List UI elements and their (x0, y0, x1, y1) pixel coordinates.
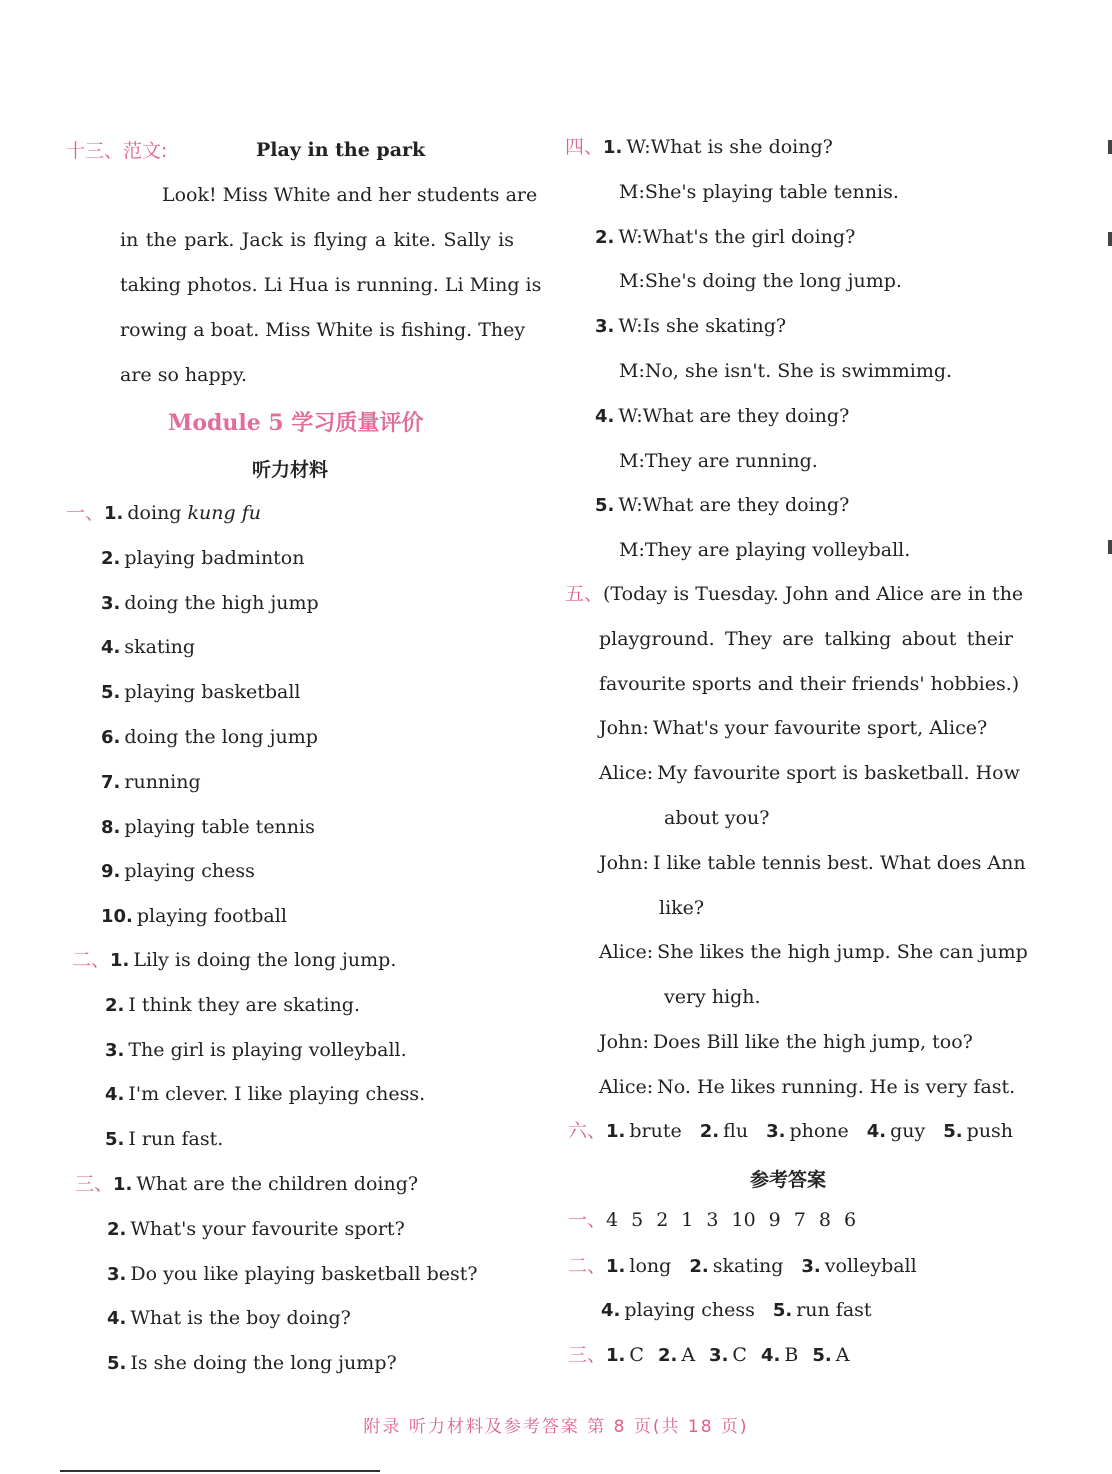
item-number: 1. (603, 137, 623, 158)
item-number: 3. (595, 316, 615, 338)
dialogue-line (599, 1029, 973, 1055)
list-item (101, 903, 287, 930)
list-item (101, 590, 319, 617)
section-label: 五、 (565, 583, 604, 605)
item-number: 3. (101, 592, 121, 614)
module-title: Module 5 学习质量评价 (168, 410, 424, 436)
intro-line (565, 581, 1023, 607)
item-number: 1. (606, 1121, 626, 1142)
dialogue-line (599, 760, 1020, 786)
answer-item (601, 1299, 755, 1321)
item-number: 3. (105, 1039, 125, 1061)
dialogue-text: What's your favourite sport, Alice? (652, 717, 988, 740)
dialogue-line (595, 492, 849, 519)
speaker-name: John: (599, 717, 649, 740)
list-item (101, 814, 315, 841)
essay-heading (66, 138, 167, 164)
item-text: B (784, 1344, 799, 1366)
dialogue-line (595, 224, 855, 251)
list-item (107, 1261, 478, 1288)
dialogue-line: M:She's doing the long jump. (619, 270, 902, 293)
dialogue-line: M:They are running. (619, 449, 818, 472)
essay-title: Play in the park (256, 139, 426, 161)
speaker-name: John: (599, 851, 649, 874)
answer-label: 一、 (568, 1209, 607, 1231)
dialogue-text: like? (659, 896, 705, 919)
item-number: 4. (866, 1121, 887, 1142)
list-item (66, 500, 261, 527)
item-text: The girl is playing volleyball. (128, 1038, 407, 1061)
item-text: What are the children doing? (136, 1173, 419, 1195)
answer-value: 8 (818, 1209, 831, 1231)
dialogue-line: M:She's playing table tennis. (619, 180, 899, 203)
item-number: 4. (601, 1300, 621, 1321)
answer-value: 9 (768, 1209, 781, 1231)
item-text: A (681, 1344, 696, 1366)
dialogue-text: Does Bill like the high jump, too? (652, 1031, 973, 1053)
item-number: 5. (812, 1345, 832, 1366)
item-text: running (124, 770, 201, 793)
answer-item (606, 1344, 644, 1366)
intro-line (599, 671, 1019, 697)
item-number: 3. (709, 1345, 729, 1366)
dialogue-w: W:What's the girl doing? (618, 225, 856, 248)
intro-text: (Today is Tuesday. John and Alice are in the (603, 583, 1024, 605)
item-number: 10. (101, 906, 133, 928)
intro-text: playground. They are talking about their (599, 627, 1013, 650)
answer-item (606, 1255, 671, 1277)
answer-item (943, 1120, 1013, 1142)
list-item (105, 992, 360, 1019)
item-number: 2. (657, 1345, 678, 1366)
dialogue-text: about you? (664, 807, 770, 829)
list-item (72, 947, 396, 974)
edge-mark (1108, 540, 1112, 554)
item-number: 4. (595, 405, 615, 427)
essay-line: Look! Miss White and her students are (162, 184, 538, 206)
item-text: push (966, 1120, 1014, 1142)
item-number: 1. (113, 1174, 133, 1195)
dialogue-line (664, 984, 761, 1010)
answer-row (568, 1207, 869, 1233)
item-number: 2. (107, 1218, 127, 1240)
item-number: 5. (107, 1353, 127, 1375)
dialogue-line (599, 1074, 1015, 1100)
item-text: phone (789, 1120, 849, 1142)
dialogue-line (664, 805, 769, 831)
item-number: 1. (606, 1256, 626, 1277)
list-item (105, 1037, 407, 1064)
dialogue-line (599, 850, 1026, 876)
answer-item (867, 1120, 926, 1142)
dialogue-line (595, 403, 849, 430)
dialogue-w: W:Is she skating? (618, 315, 787, 338)
item-text: skating (124, 636, 196, 659)
answer-item (801, 1255, 916, 1277)
item-number: 5. (105, 1129, 125, 1151)
edge-mark (1108, 232, 1112, 246)
item-text: A (835, 1344, 850, 1366)
item-text: long (629, 1255, 672, 1277)
list-item (75, 1171, 418, 1198)
answer-value: 10 (731, 1209, 756, 1231)
list-item (101, 545, 305, 572)
item-text: Is she doing the long jump? (130, 1352, 397, 1375)
answer-item (812, 1344, 849, 1366)
section-label: 六、 (568, 1120, 607, 1142)
item-text: What's your favourite sport? (130, 1217, 405, 1240)
dialogue-line (599, 715, 987, 741)
item-number: 3. (766, 1121, 786, 1142)
phonics-row (568, 1118, 1031, 1145)
item-italic: kung fu (187, 502, 261, 524)
answer-row (568, 1342, 863, 1369)
list-item (105, 1126, 223, 1153)
dialogue-w: W:What are they doing? (618, 494, 850, 517)
item-number: 2. (689, 1256, 709, 1277)
dialogue-line: M:They are playing volleyball. (619, 539, 911, 562)
speaker-name: John: (599, 1031, 649, 1053)
dialogue-line (565, 134, 833, 161)
item-text: doing the high jump (124, 591, 319, 614)
item-text: Do you like playing basketball best? (130, 1262, 478, 1285)
answer-label: 三、 (568, 1344, 607, 1366)
essay-line: in the park. Jack is flying a kite. Sally is (120, 229, 514, 251)
item-text: What is the boy doing? (130, 1307, 351, 1330)
item-number: 2. (595, 226, 615, 248)
list-item (107, 1305, 351, 1332)
item-text: playing badminton (124, 546, 305, 569)
item-text: run fast (796, 1299, 872, 1321)
item-number: 3. (801, 1256, 821, 1277)
item-number: 5. (595, 495, 615, 517)
item-text: I run fast. (128, 1128, 224, 1151)
dialogue-w: W:What are they doing? (618, 404, 850, 427)
answer-item (606, 1120, 682, 1142)
edge-mark (1108, 140, 1112, 154)
item-number: 2. (105, 994, 125, 1016)
dialogue-w: W:What is she doing? (626, 136, 833, 158)
list-item (101, 679, 300, 706)
section-label: 三、 (75, 1173, 114, 1195)
dialogue-text: My favourite sport is basketball. How (657, 762, 1020, 785)
answer-value: 1 (681, 1209, 694, 1231)
section-label: 二、 (72, 949, 111, 971)
item-text: volleyball (824, 1255, 917, 1277)
essay-label: 十三、范文: (66, 140, 168, 162)
answer-row (601, 1297, 890, 1324)
dialogue-line (595, 313, 786, 340)
section-label: 一、 (66, 502, 105, 524)
answers-title: 参考答案 (750, 1169, 827, 1191)
item-number: 4. (107, 1308, 127, 1330)
item-number: 4. (101, 637, 121, 659)
list-item (105, 1081, 425, 1108)
speaker-name: Alice: (599, 941, 654, 964)
item-text: C (629, 1344, 644, 1366)
speaker-name: Alice: (599, 1075, 654, 1098)
item-text: doing (127, 502, 188, 524)
list-item (101, 858, 255, 885)
answer-item (658, 1344, 695, 1366)
item-number: 6. (101, 727, 121, 748)
dialogue-text: No. He likes running. He is very fast. (657, 1075, 1016, 1098)
item-number: 8. (101, 816, 121, 838)
list-item (101, 769, 201, 796)
dialogue-line: M:No, she isn't. She is swimmimg. (619, 360, 953, 382)
list-item (107, 1216, 405, 1243)
item-number: 2. (101, 547, 121, 569)
item-text: I'm clever. I like playing chess. (128, 1083, 426, 1106)
item-number: 1. (110, 950, 130, 971)
answer-label: 二、 (568, 1255, 607, 1277)
listening-title: 听力材料 (252, 459, 329, 481)
item-text: brute (629, 1120, 682, 1142)
answer-value: 5 (631, 1209, 644, 1231)
answer-value: 7 (793, 1209, 806, 1231)
item-number: 1. (606, 1345, 626, 1366)
answer-row (568, 1253, 935, 1280)
item-text: playing table tennis (124, 815, 315, 838)
item-number: 3. (107, 1263, 127, 1285)
intro-line (599, 626, 1013, 652)
dialogue-text: I like table tennis best. What does Ann (652, 851, 1026, 874)
list-item (101, 634, 195, 661)
item-number: 4. (105, 1084, 125, 1106)
essay-line: rowing a boat. Miss White is fishing. They (120, 319, 526, 341)
item-number: 4. (760, 1345, 781, 1366)
item-text: playing football (136, 905, 287, 928)
section-label: 四、 (565, 136, 604, 158)
item-text: doing the long jump (124, 726, 318, 748)
answer-item (766, 1120, 849, 1142)
list-item (101, 724, 318, 751)
item-number: 2. (699, 1121, 720, 1142)
essay-line: taking photos. Li Hua is running. Li Ming is (120, 274, 542, 296)
dialogue-line (659, 895, 704, 921)
answer-item (700, 1120, 748, 1142)
answer-item (761, 1344, 798, 1366)
item-number: 9. (101, 861, 121, 883)
speaker-name: Alice: (599, 762, 654, 785)
answer-item (709, 1344, 747, 1366)
essay-line: are so happy. (120, 364, 248, 386)
list-item (107, 1350, 397, 1377)
item-text: C (732, 1344, 747, 1366)
item-number: 7. (101, 771, 121, 793)
intro-text: favourite sports and their friends' hobbies.) (599, 672, 1020, 695)
item-text: flu (723, 1120, 749, 1142)
item-text: playing basketball (124, 681, 301, 704)
item-text: playing chess (124, 860, 255, 883)
bottom-rule (60, 1470, 380, 1472)
item-text: guy (890, 1120, 926, 1142)
item-number: 5. (772, 1300, 793, 1321)
answer-item (689, 1255, 783, 1277)
item-text: playing chess (624, 1299, 755, 1321)
answer-item (773, 1299, 872, 1321)
dialogue-line (599, 939, 1028, 965)
dialogue-text: She likes the high jump. She can jump (657, 941, 1028, 964)
item-number: 1. (104, 503, 124, 524)
page-footer: 附录 听力材料及参考答案 第 8 页(共 18 页) (363, 1417, 749, 1437)
answer-value: 4 (606, 1209, 619, 1231)
dialogue-text: very high. (664, 986, 761, 1009)
answer-value: 3 (706, 1209, 719, 1231)
item-text: skating (712, 1255, 784, 1277)
answer-value: 6 (843, 1209, 857, 1231)
answer-value: 2 (656, 1209, 669, 1231)
item-number: 5. (101, 682, 121, 704)
item-number: 5. (943, 1121, 963, 1142)
item-text: I think they are skating. (128, 993, 360, 1016)
item-text: Lily is doing the long jump. (133, 949, 397, 971)
